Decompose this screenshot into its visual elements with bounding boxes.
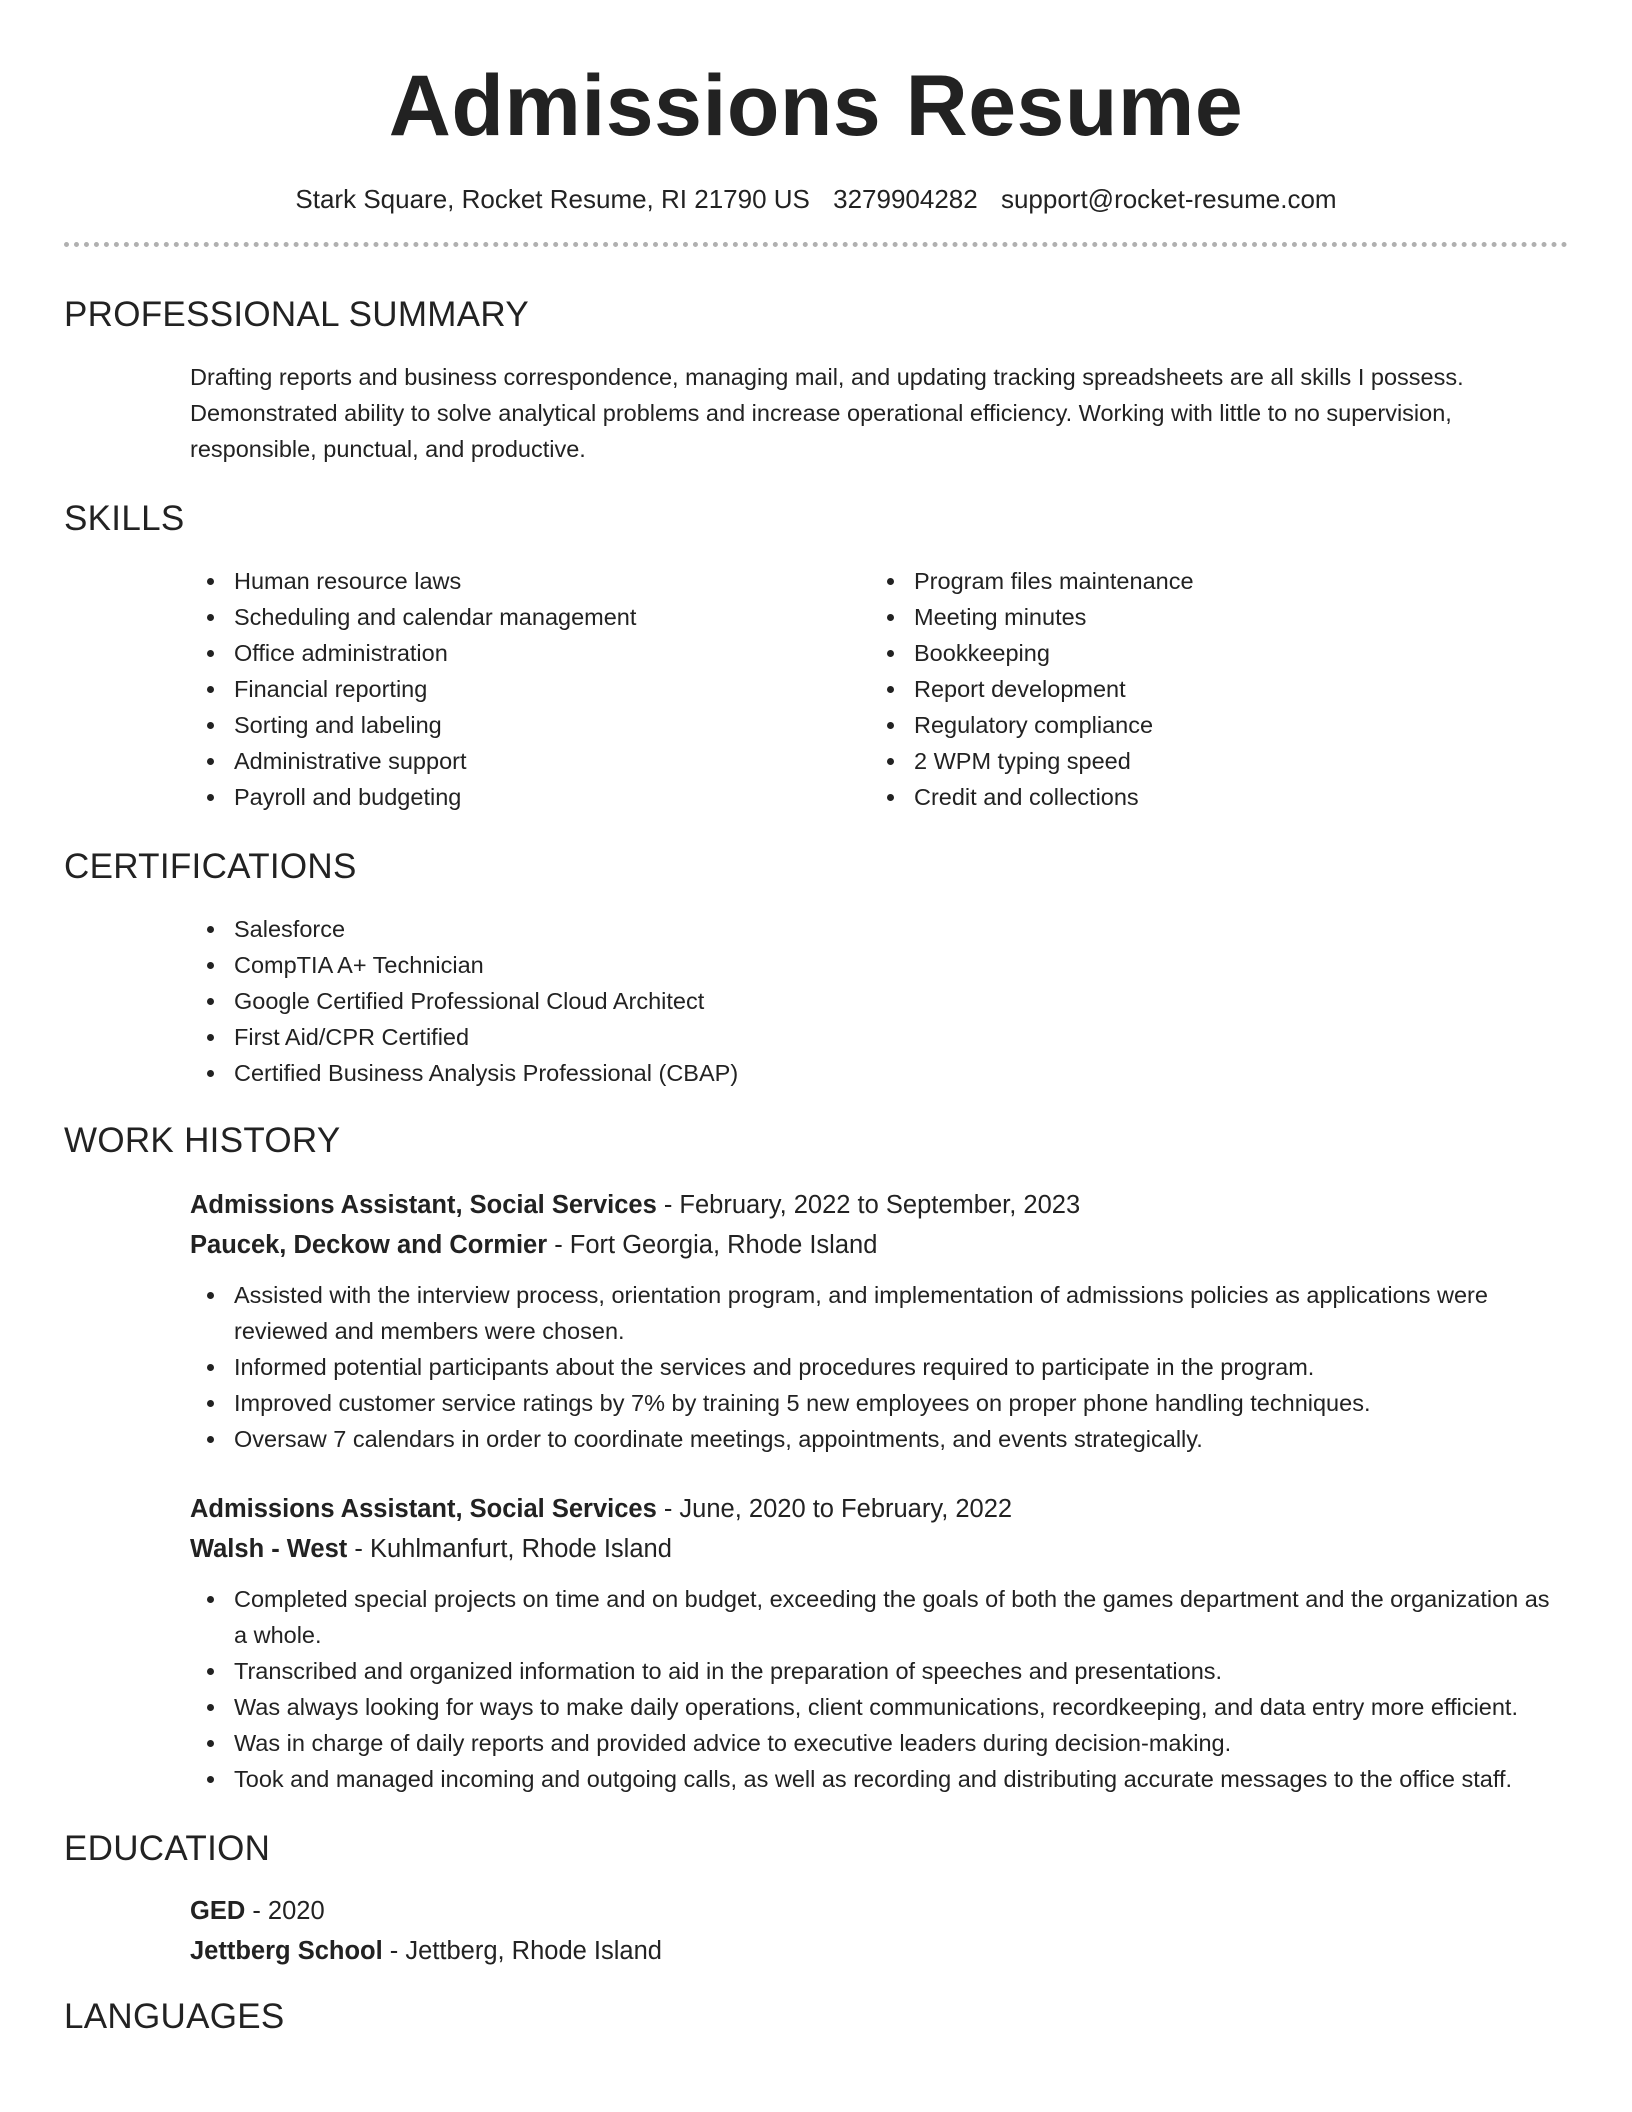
skill-item: Credit and collections xyxy=(870,779,1550,815)
job-entry xyxy=(64,1185,1568,1457)
job-bullet: Informed potential participants about the services and procedures required to participate in the program. xyxy=(190,1349,1568,1385)
skills-grid xyxy=(64,563,1568,815)
job-bullet: Was always looking for ways to make daily operations, client communications, recordkeeping, and data entry more efficient. xyxy=(190,1689,1568,1725)
certification-item: First Aid/CPR Certified xyxy=(190,1019,1568,1055)
education-degree: GED xyxy=(190,1897,246,1925)
contact-email: support@rocket-resume.com xyxy=(1000,184,1337,214)
job-company-line xyxy=(190,1529,1568,1569)
skill-item: Administrative support xyxy=(190,743,870,779)
job-role: Admissions Assistant, Social Services xyxy=(190,1191,657,1219)
job-bullet: Was in charge of daily reports and provided advice to executive leaders during decision-making. xyxy=(190,1725,1568,1761)
education-degree-line xyxy=(190,1891,1568,1931)
job-role: Admissions Assistant, Social Services xyxy=(190,1495,657,1523)
skill-item: Human resource laws xyxy=(190,563,870,599)
job-title-line xyxy=(190,1489,1568,1529)
job-bullet: Completed special projects on time and on budget, exceeding the goals of both the games department and the organization as a whole. xyxy=(190,1581,1568,1653)
contact-address: Stark Square, Rocket Resume, RI 21790 US xyxy=(295,184,810,214)
contact-line xyxy=(64,182,1568,216)
education-location: - Jettberg, Rhode Island xyxy=(382,1937,662,1965)
education-school: Jettberg School xyxy=(190,1937,383,1965)
certification-item: Salesforce xyxy=(190,911,1568,947)
job-bullet: Took and managed incoming and outgoing calls, as well as recording and distributing accurate messages to the office staff. xyxy=(190,1761,1568,1797)
job-bullets xyxy=(190,1581,1568,1797)
job-company: Paucek, Deckow and Cormier xyxy=(190,1231,548,1259)
skill-item: Payroll and budgeting xyxy=(190,779,870,815)
skill-item: Regulatory compliance xyxy=(870,707,1550,743)
contact-phone: 3279904282 xyxy=(833,184,978,214)
summary-heading: PROFESSIONAL SUMMARY xyxy=(64,295,529,334)
job-bullet: Transcribed and organized information to aid in the preparation of speeches and presentations. xyxy=(190,1653,1568,1689)
skill-item: Office administration xyxy=(190,635,870,671)
skills-heading: SKILLS xyxy=(64,499,185,538)
work-history-heading: WORK HISTORY xyxy=(64,1121,341,1160)
skill-item: Program files maintenance xyxy=(870,563,1550,599)
skill-item: Bookkeeping xyxy=(870,635,1550,671)
job-location: - Fort Georgia, Rhode Island xyxy=(547,1231,878,1259)
certification-item: Google Certified Professional Cloud Architect xyxy=(190,983,1568,1019)
job-dates: - June, 2020 to February, 2022 xyxy=(656,1495,1013,1523)
skill-item: Financial reporting xyxy=(190,671,870,707)
job-location: - Kuhlmanfurt, Rhode Island xyxy=(347,1535,672,1563)
job-company: Walsh - West xyxy=(190,1535,348,1563)
skills-right-column xyxy=(870,563,1550,815)
education-year: - 2020 xyxy=(245,1897,325,1925)
job-bullets xyxy=(190,1277,1568,1457)
certification-item: CompTIA A+ Technician xyxy=(190,947,1568,983)
job-bullet: Improved customer service ratings by 7% by training 5 new employees on proper phone handling techniques. xyxy=(190,1385,1568,1421)
education-school-line xyxy=(190,1931,1568,1971)
skills-left-column xyxy=(190,563,870,815)
certifications-heading: CERTIFICATIONS xyxy=(64,847,357,886)
certification-item: Certified Business Analysis Professional (CBAP) xyxy=(190,1055,1568,1091)
skill-item: Scheduling and calendar management xyxy=(190,599,870,635)
skill-item: Meeting minutes xyxy=(870,599,1550,635)
resume-title: Admissions Resume xyxy=(388,58,1244,154)
job-bullet: Assisted with the interview process, orientation program, and implementation of admissions policies as applications were reviewed and members were chosen. xyxy=(190,1277,1568,1349)
skill-item: 2 WPM typing speed xyxy=(870,743,1550,779)
skill-item: Sorting and labeling xyxy=(190,707,870,743)
summary-text: Drafting reports and business correspondence, managing mail, and updating tracking spreadsheets are all skills I possess. Demonstrated ability to solve analytical problems and increase operational efficiency. Working with little to no supervision, responsible, punctual, and productive. xyxy=(190,364,1464,462)
education-heading: EDUCATION xyxy=(64,1829,271,1868)
job-entry xyxy=(64,1489,1568,1797)
job-dates: - February, 2022 to September, 2023 xyxy=(656,1191,1081,1219)
certifications-list xyxy=(190,911,1568,1091)
job-bullet: Oversaw 7 calendars in order to coordinate meetings, appointments, and events strategically. xyxy=(190,1421,1568,1457)
job-title-line xyxy=(190,1185,1568,1225)
education-entry xyxy=(64,1891,1568,1971)
job-company-line xyxy=(190,1225,1568,1265)
resume-page xyxy=(64,0,1568,2039)
languages-heading: LANGUAGES xyxy=(64,1997,285,2036)
certifications-body xyxy=(64,911,1568,1091)
header-divider xyxy=(64,242,1568,247)
skill-item: Report development xyxy=(870,671,1550,707)
